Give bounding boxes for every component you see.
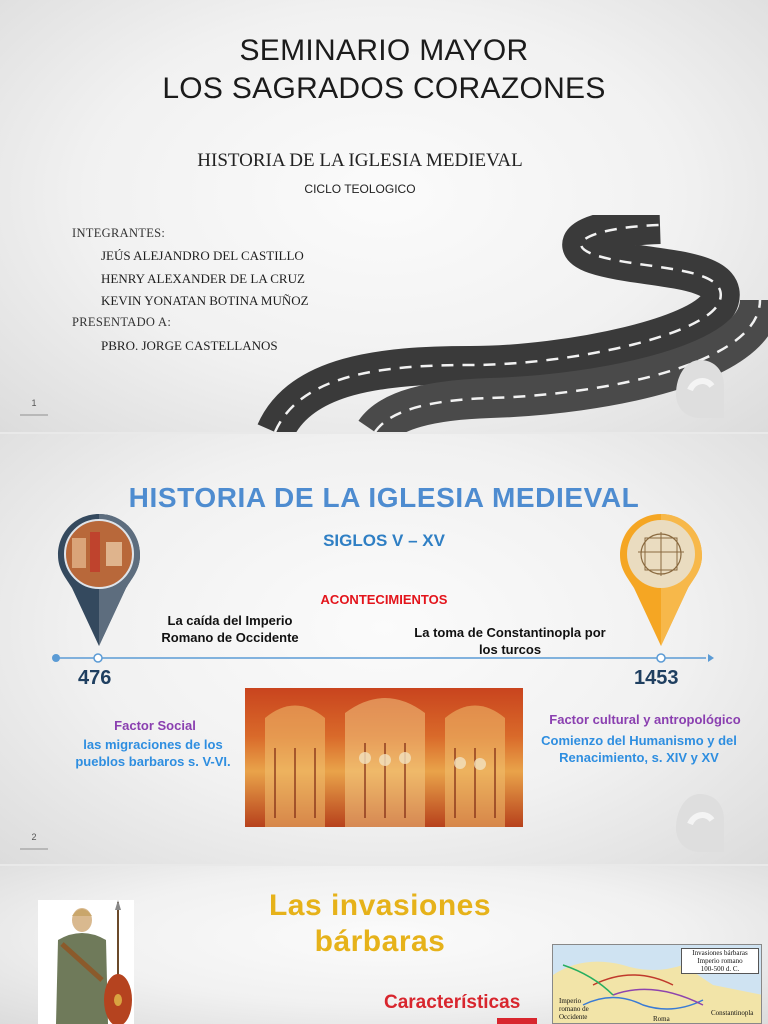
map-label-roma: Roma	[653, 1015, 670, 1023]
left-pin-marker	[56, 512, 142, 648]
invasions-title: Las invasiones bárbaras	[268, 889, 492, 958]
members-label: INTEGRANTES:	[72, 226, 166, 240]
watermark-icon	[672, 356, 728, 422]
watermark-icon	[672, 790, 728, 856]
member-name: KEVIN YONATAN BOTINA MUÑOZ	[101, 293, 309, 308]
timeline-axis	[50, 648, 716, 668]
right-event-text: La toma de Constantinopla por los turcos	[414, 625, 606, 657]
page-number: 2	[31, 832, 37, 842]
barbarian-warrior-image	[38, 900, 134, 1024]
events-label: ACONTECIMIENTOS	[320, 592, 448, 607]
slide-cover	[0, 0, 768, 432]
left-event-text: La caída del Imperio Romano de Occidente	[161, 613, 299, 645]
member-name: HENRY ALEXANDER DE LA CRUZ	[101, 271, 305, 286]
page-indicator	[20, 414, 48, 416]
slide-timeline	[0, 434, 768, 864]
painting-detail	[245, 688, 523, 827]
medieval-painting	[245, 688, 523, 827]
map-legend: Invasiones bárbaras Imperio romano 100-500 d. C.	[681, 948, 759, 974]
map-label-constantinople: Constantinopla	[711, 1009, 754, 1017]
invasions-map	[552, 944, 762, 1024]
member-name: JEÚS ALEJANDRO DEL CASTILLO	[101, 248, 304, 263]
cover-subtitle: HISTORIA DE LA IGLESIA MEDIEVAL	[197, 150, 523, 171]
slide-invasions	[0, 866, 768, 1024]
timeline-title: HISTORIA DE LA IGLESIA MEDIEVAL	[128, 482, 640, 513]
page-number: 1	[31, 398, 37, 408]
cover-cycle: CICLO TEOLOGICO	[304, 182, 416, 196]
right-year: 1453	[634, 667, 679, 689]
left-factor-text: las migraciones de los pueblos barbaros s. V-VI.	[75, 737, 231, 769]
left-factor-heading: Factor Social	[114, 718, 196, 733]
page-indicator	[20, 848, 48, 850]
timeline-period: SIGLOS V – XV	[323, 531, 445, 550]
cover-title: SEMINARIO MAYOR LOS SAGRADOS CORAZONES	[162, 34, 606, 105]
right-pin-marker	[618, 512, 704, 648]
right-factor-heading: Factor cultural y antropológico	[549, 712, 741, 727]
heading-underline	[497, 1018, 537, 1024]
right-factor-text: Comienzo del Humanismo y del Renacimiento, s. XIV y XV	[541, 733, 737, 765]
left-year: 476	[78, 667, 112, 689]
characteristics-heading: Características	[384, 992, 521, 1013]
map-label-west: Imperio romano de Occidente	[559, 997, 589, 1021]
presented-to-name: PBRO. JORGE CASTELLANOS	[101, 338, 278, 353]
presented-label: PRESENTADO A:	[72, 315, 172, 329]
